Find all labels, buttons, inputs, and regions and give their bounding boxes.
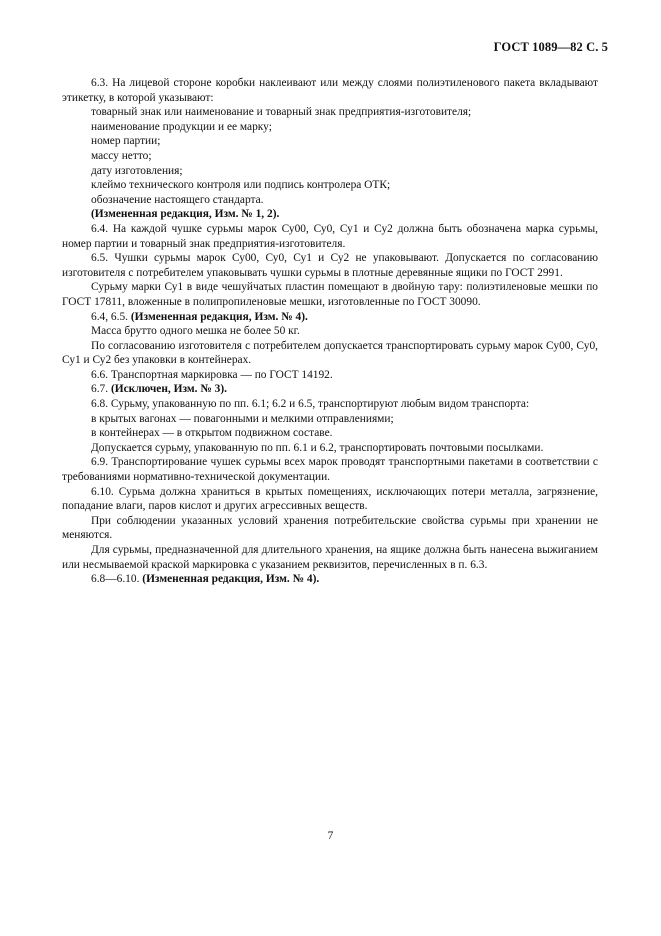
transport-item: в контейнерах — в открытом подвижном составе. bbox=[91, 427, 333, 440]
long-storage-note: Для сурьмы, предназначенной для длительного хранения, на ящике должна быть нанесена выжиганием или несмываемой краской маркировка с указанием реквизитов, перечисленных в п. 6.3. bbox=[62, 544, 598, 571]
edition-note: (Измененная редакция, Изм. № 1, 2). bbox=[91, 208, 280, 221]
label-item: обозначение настоящего стандарта. bbox=[91, 193, 264, 206]
edition-note-6-8-6-10 bbox=[62, 572, 598, 587]
edition-note: (Измененная редакция, Изм. № 4). bbox=[142, 573, 320, 586]
clause-reference: 6.4, 6.5. bbox=[91, 310, 129, 323]
excluded-note: (Исключен, Изм. № 3). bbox=[110, 383, 227, 396]
label-item: массу нетто; bbox=[91, 149, 152, 162]
label-item: наименование продукции и ее марку; bbox=[91, 120, 272, 133]
label-item: дату изготовления; bbox=[91, 164, 183, 177]
agreement-note: По согласованию изготовителя с потребителем допускается транспортировать сурьму марок Су00, Су0, Су1 и Су2 без упаковки в контейнерах. bbox=[62, 339, 598, 367]
label-item: клеймо технического контроля или подпись контролера ОТК; bbox=[91, 179, 391, 192]
clause-reference: 6.8—6.10. bbox=[91, 573, 140, 586]
clause-6-10: 6.10. Сурьма должна храниться в крытых помещениях, исключающих потери металла, загрязнение, попадание влаги, паров кислот и других агрессивных веществ. bbox=[62, 485, 598, 513]
clause-6-3: 6.3. На лицевой стороне коробки наклеивают или между слоями полиэтиленового пакета вкладывают этикетку, в которой указывают: bbox=[62, 77, 598, 104]
label-item: номер партии; bbox=[91, 135, 161, 148]
clause-6-7 bbox=[62, 382, 598, 397]
edition-note-6-4-6-5 bbox=[62, 310, 598, 325]
clause-6-6: 6.6. Транспортная маркировка — по ГОСТ 14192. bbox=[91, 368, 333, 381]
storage-note: При соблюдении указанных условий хранения потребительские свойства сурьмы при хранении не меняются. bbox=[62, 514, 598, 542]
page-number: 7 bbox=[327, 830, 334, 842]
document-body bbox=[62, 76, 598, 587]
clause-6-8: 6.8. Сурьму, упакованную по пп. 6.1; 6.2 и 6.5, транспортируют любым видом транспорта: bbox=[91, 398, 530, 411]
postal-note: Допускается сурьму, упакованную по пп. 6.1 и 6.2, транспортировать почтовыми посылками. bbox=[91, 441, 544, 454]
clause-6-5-packaging: Сурьму марки Су1 в виде чешуйчатых пластин помещают в двойную тару: полиэтиленовые мешки по ГОСТ 17811, вложенные в полипропиленовые мешки, изготовленные по ГОСТ 30090. bbox=[62, 281, 598, 308]
label-item: товарный знак или наименование и товарный знак предприятия-изготовителя; bbox=[91, 106, 472, 119]
clause-6-5: 6.5. Чушки сурьмы марок Су00, Су0, Су1 и Су2 не упаковывают. Допускается по согласованию изготовителя с потребителем упаковывать чушки сурьмы в плотные деревянные ящики по ГОСТ 2991. bbox=[62, 252, 598, 279]
clause-6-4: 6.4. На каждой чушке сурьмы марок Су00, Су0, Су1 и Су2 должна быть обозначена марка сурьмы, номер партии и товарный знак предприятия-изготовителя. bbox=[62, 222, 598, 250]
edition-note: (Измененная редакция, Изм. № 4). bbox=[130, 310, 308, 323]
page-header: ГОСТ 1089—82 С. 5 bbox=[493, 40, 608, 54]
mass-note: Масса брутто одного мешка не более 50 кг. bbox=[91, 325, 300, 338]
transport-item: в крытых вагонах — повагонными и мелкими отправлениями; bbox=[91, 412, 394, 425]
clause-6-9: 6.9. Транспортирование чушек сурьмы всех марок проводят транспортными пакетами в соответствии с требованиями нормативно-технической документации. bbox=[62, 456, 598, 484]
clause-reference: 6.7. bbox=[91, 383, 109, 396]
